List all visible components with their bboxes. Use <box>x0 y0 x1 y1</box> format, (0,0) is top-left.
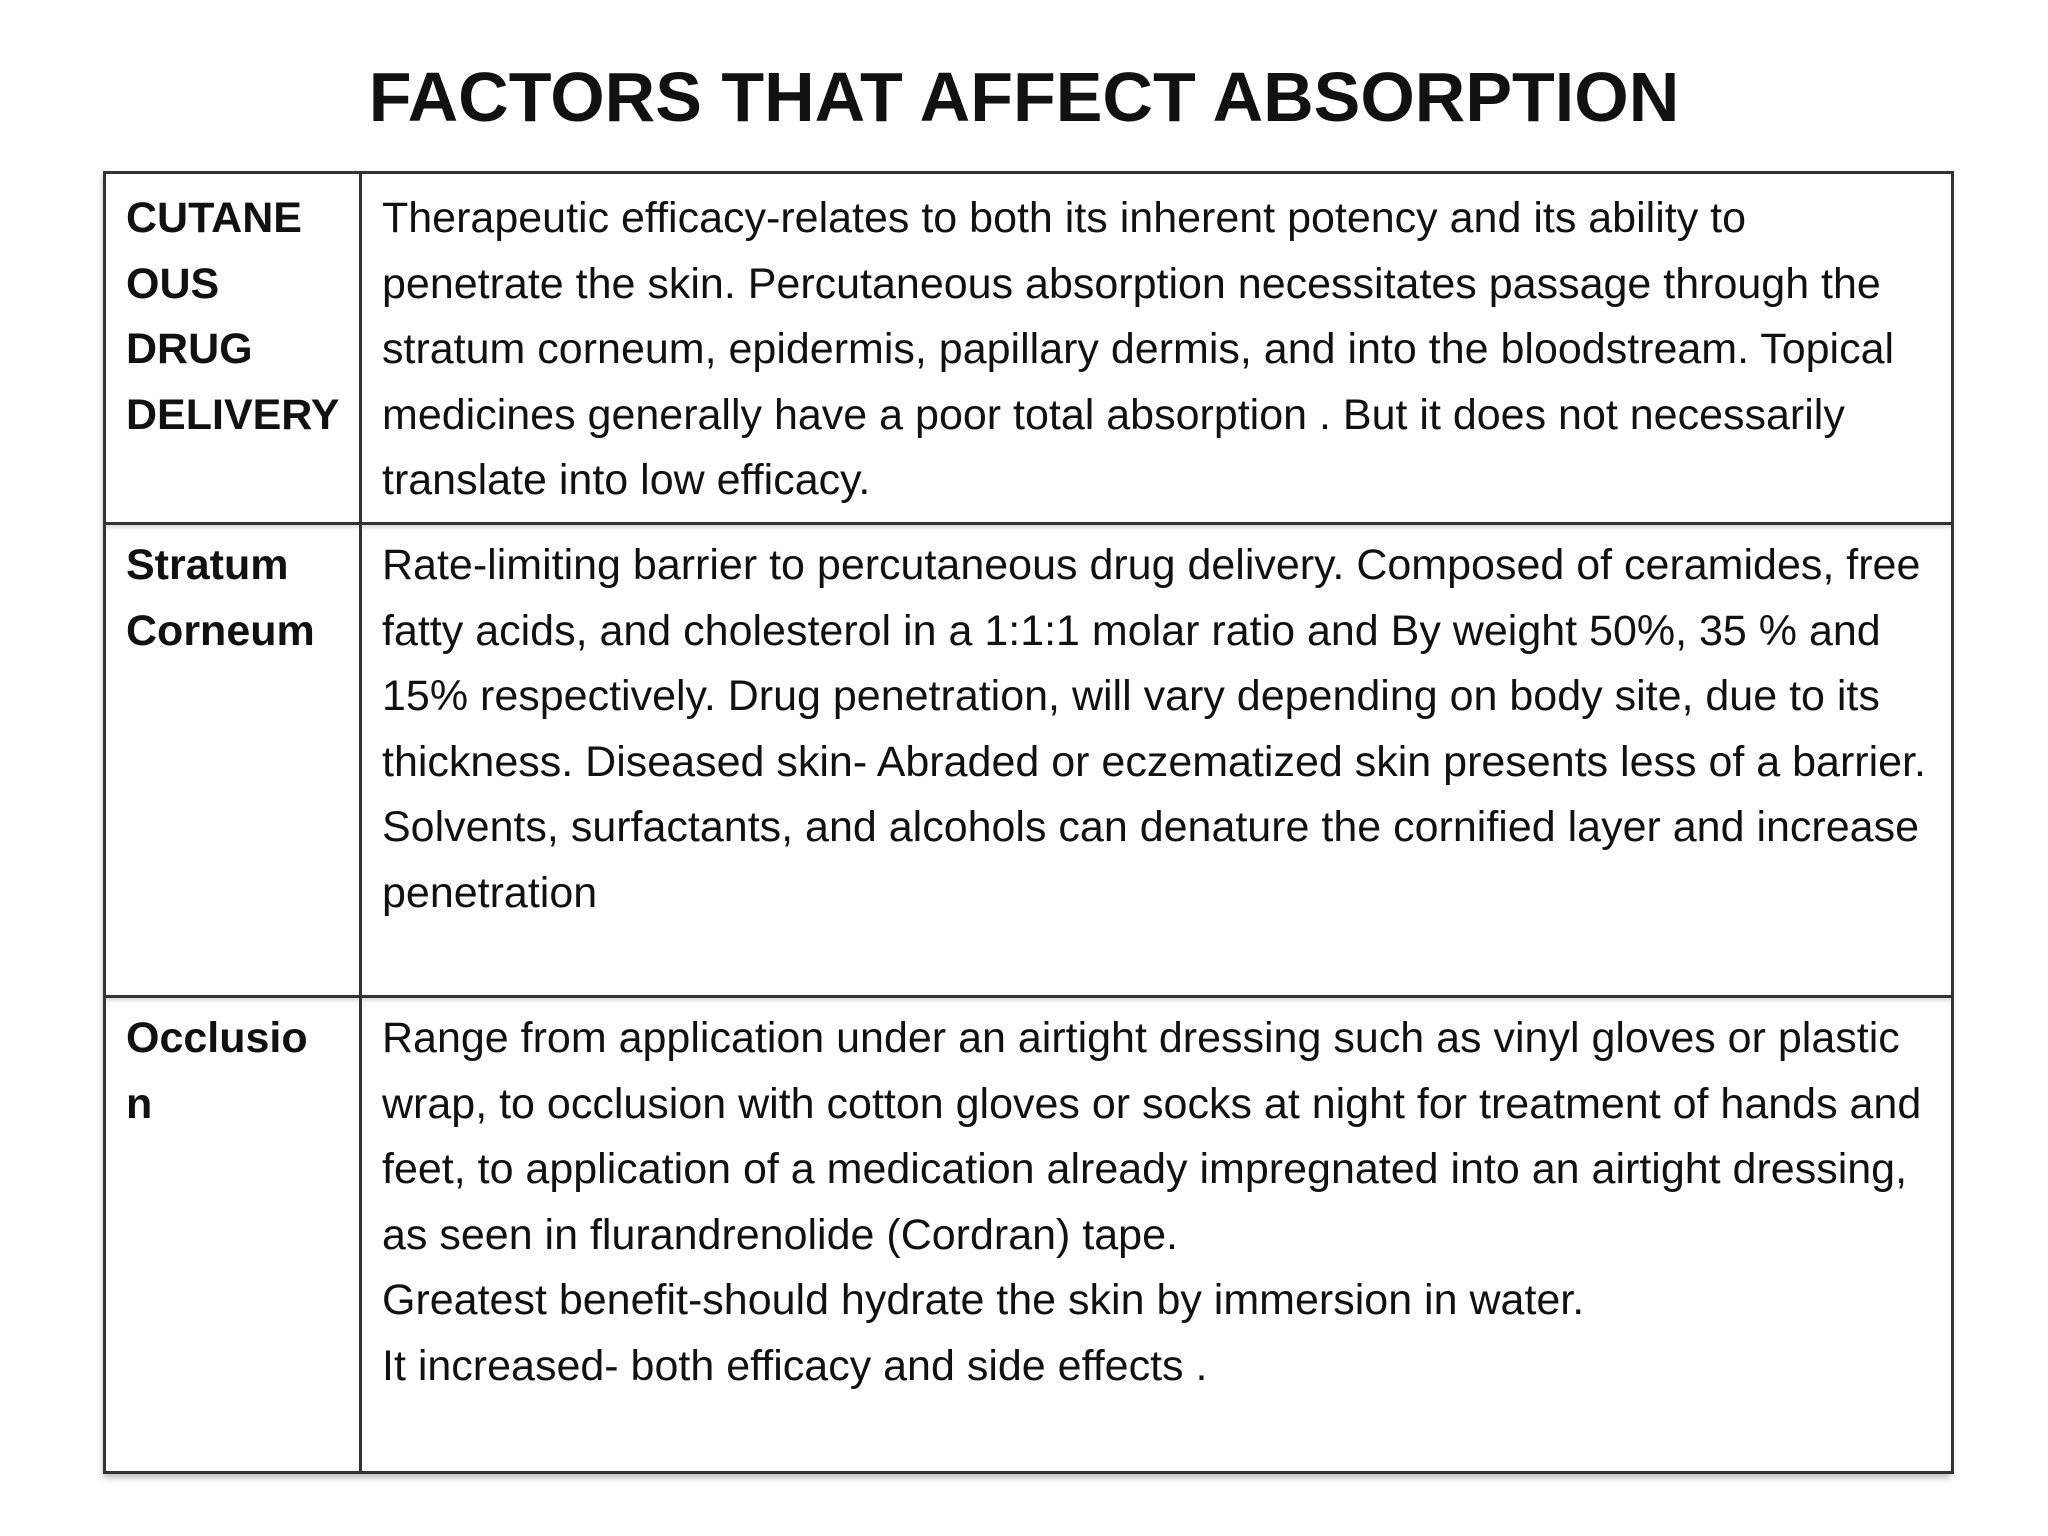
factor-description-cell <box>361 997 1953 1473</box>
factors-table-container <box>103 171 1951 1474</box>
factors-table <box>103 171 1954 1474</box>
description-paragraph: Solvents, surfactants, and alcohols can denature the cornified layer and increase penetration <box>382 803 1919 917</box>
factor-description-cell <box>361 524 1953 997</box>
table-row-stratum-corneum <box>105 524 1953 997</box>
description-paragraph: Therapeutic efficacy-relates to both its inherent potency and its ability to penetrate the skin. Percutaneous absorption necessitates passage through the stratum corneum, epidermis, papillary dermis, and into the bloodstream. Topical medicines generally have a poor total absorption . But it does not necessarily translate into low efficacy. <box>382 194 1895 504</box>
factor-name-cell <box>105 524 361 997</box>
description-paragraph: Rate-limiting barrier to percutaneous drug delivery. Composed of ceramides, free fatty acids, and cholesterol in a 1:1:1 molar ratio and By weight 50%, 35 % and 15% respectively. Drug penetration, will vary depending on body site, due to its thickness. Diseased skin- Abraded or eczematized skin presents less of a barrier. <box>382 541 1926 786</box>
description-paragraph: Range from application under an airtight dressing such as vinyl gloves or plastic wrap, to occlusion with cotton gloves or socks at night for treatment of hands and feet, to application of a medication already impregnated into an airtight dressing, as seen in flurandrenolide (Cordran) tape. <box>382 1014 1922 1259</box>
factor-name-line: Occlusio <box>126 1014 308 1062</box>
factor-name-line: CUTANE <box>126 194 302 242</box>
table-row-cutaneous-drug-delivery <box>105 173 1953 524</box>
description-paragraph: It increased- both efficacy and side effects . <box>382 1341 1208 1390</box>
description-paragraph: Greatest benefit-should hydrate the skin by immersion in water. <box>382 1276 1585 1324</box>
factor-name-cell <box>105 173 361 524</box>
slide-title: FACTORS THAT AFFECT ABSORPTION <box>368 58 1680 136</box>
factor-name-line: OUS <box>126 259 220 308</box>
factor-name-line: Stratum <box>126 541 289 589</box>
factor-description-cell <box>361 173 1953 524</box>
factor-name-line: Corneum <box>126 606 315 655</box>
factor-name-cell <box>105 997 361 1473</box>
factor-name-line: DELIVERY <box>126 390 340 439</box>
factor-name-line: DRUG <box>126 325 253 373</box>
factor-name-line: n <box>126 1079 153 1128</box>
table-row-occlusion <box>105 997 1953 1473</box>
